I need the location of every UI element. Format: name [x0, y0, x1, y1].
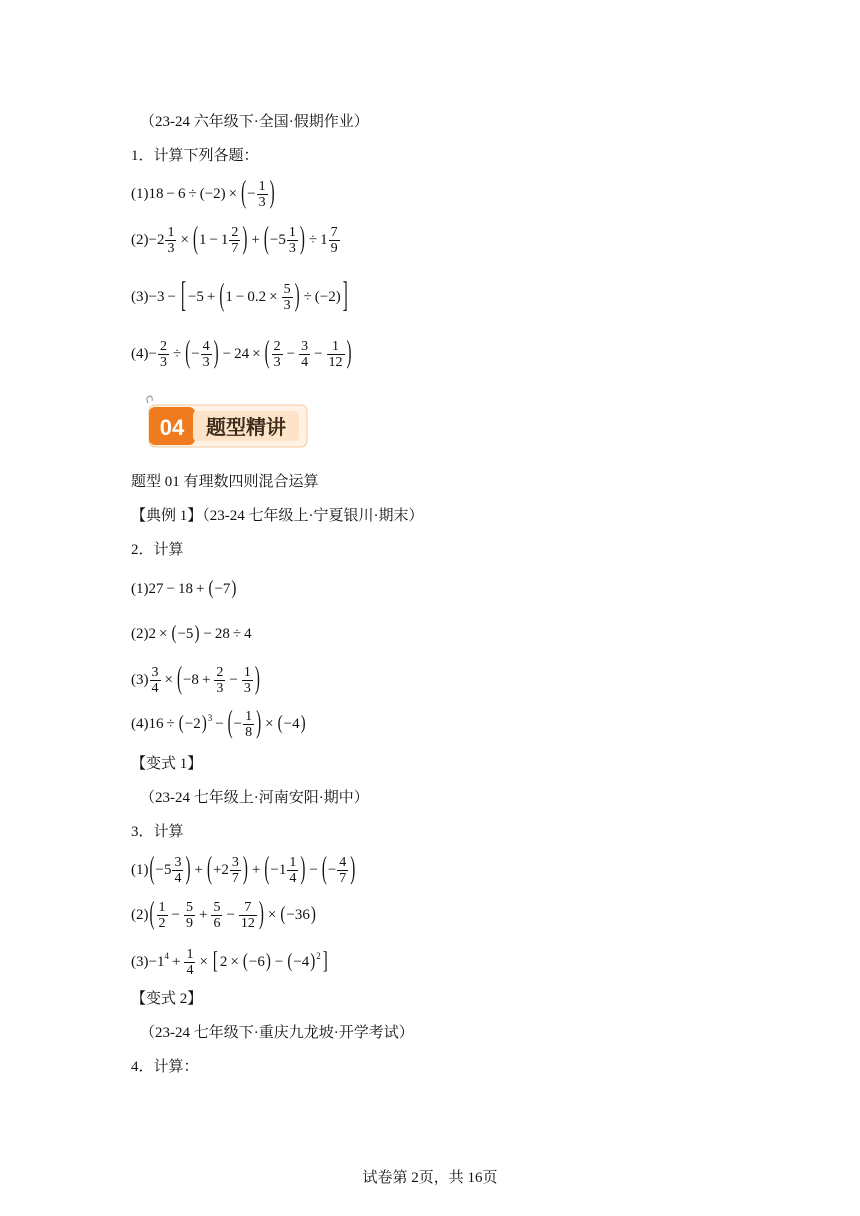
q3-part-1: (1) ( −5 $\frac{3}{4}$ ) + ( +2 $\frac{3}{7}$ ) + ( −1 $\frac{1}{4}$ ) − ( − $\frac{4}{7}$ ) [131, 852, 356, 886]
question-4-title: 4．计算： [131, 1059, 199, 1075]
q2-part-3: (3) $\frac{3}{4}$ × ( −8 + $\frac{2}{3}$ − $\frac{1}{3}$ ) [131, 662, 260, 696]
question-2-title: 2．计算 [131, 542, 184, 558]
q1-part-2: (2) −2 $\frac{1}{3}$ × ( 1 − 1 $\frac{2}{7}$ ) + ( −5 $\frac{1}{3}$ ) ÷ 1 $\frac{7}{9}$ [131, 222, 338, 256]
variant1-source: （23-24 七年级上·河南安阳·期中） [140, 790, 369, 806]
q3-part-2: (2) ( $\frac{1}{2}$ − $\frac{5}{9}$ + $\frac{5}{6}$ − $\frac{7}{12}$ ) × ( −36 ) [131, 897, 316, 931]
section-04-badge [143, 393, 309, 449]
q1-part-4: (4) − $\frac{2}{3}$ ÷ ( − $\frac{4}{3}$ ) − 24 × ( $\frac{2}{3}$ − $\frac{3}{4}$ − $\frac{1}{12}$ ) [131, 336, 352, 370]
q3-part-3: (3) −1 $^4$ + $\frac{1}{4}$ × [ 2 × ( −6 ) − ( −4 ) $^2$ ] [131, 946, 328, 978]
q2-part-2: (2) 2 × ( −5 ) − 28 ÷ 4 [131, 622, 252, 644]
q2-part-4: (4) 16 ÷ ( −2 ) $^3$ − ( − $\frac{1}{8}$ ) × ( −4 ) [131, 706, 306, 740]
badge-title: 题型精讲 [206, 415, 286, 439]
source-note: （23-24 六年级下·全国·假期作业） [140, 114, 369, 130]
variant1-label: 【变式 1】 [131, 756, 203, 772]
question-1-title: 1．计算下列各题： [131, 148, 259, 164]
page-footer: 试卷第 2页，共 16页 [362, 1170, 498, 1186]
q2-part-1: (1) 27 − 18 + ( −7 ) [131, 577, 237, 599]
q1-part-3: (3) −3 − [ −5 + ( 1 − 0.2 × $\frac{5}{3}$ ) ÷ (−2) ] [131, 276, 348, 315]
type01-title: 题型 01 有理数四则混合运算 [131, 474, 319, 490]
q1-part-1: (1)18 − 6 ÷ (−2) × ( − $\frac{1}{3}$ ) [131, 176, 275, 210]
variant2-label: 【变式 2】 [131, 991, 203, 1007]
example1-label: 【典例 1】（23-24 七年级上·宁夏银川·期末） [131, 508, 424, 524]
badge-number: 04 [159, 415, 185, 440]
question-3-title: 3．计算 [131, 824, 184, 840]
variant2-source: （23-24 七年级下·重庆九龙坡·开学考试） [140, 1025, 414, 1041]
